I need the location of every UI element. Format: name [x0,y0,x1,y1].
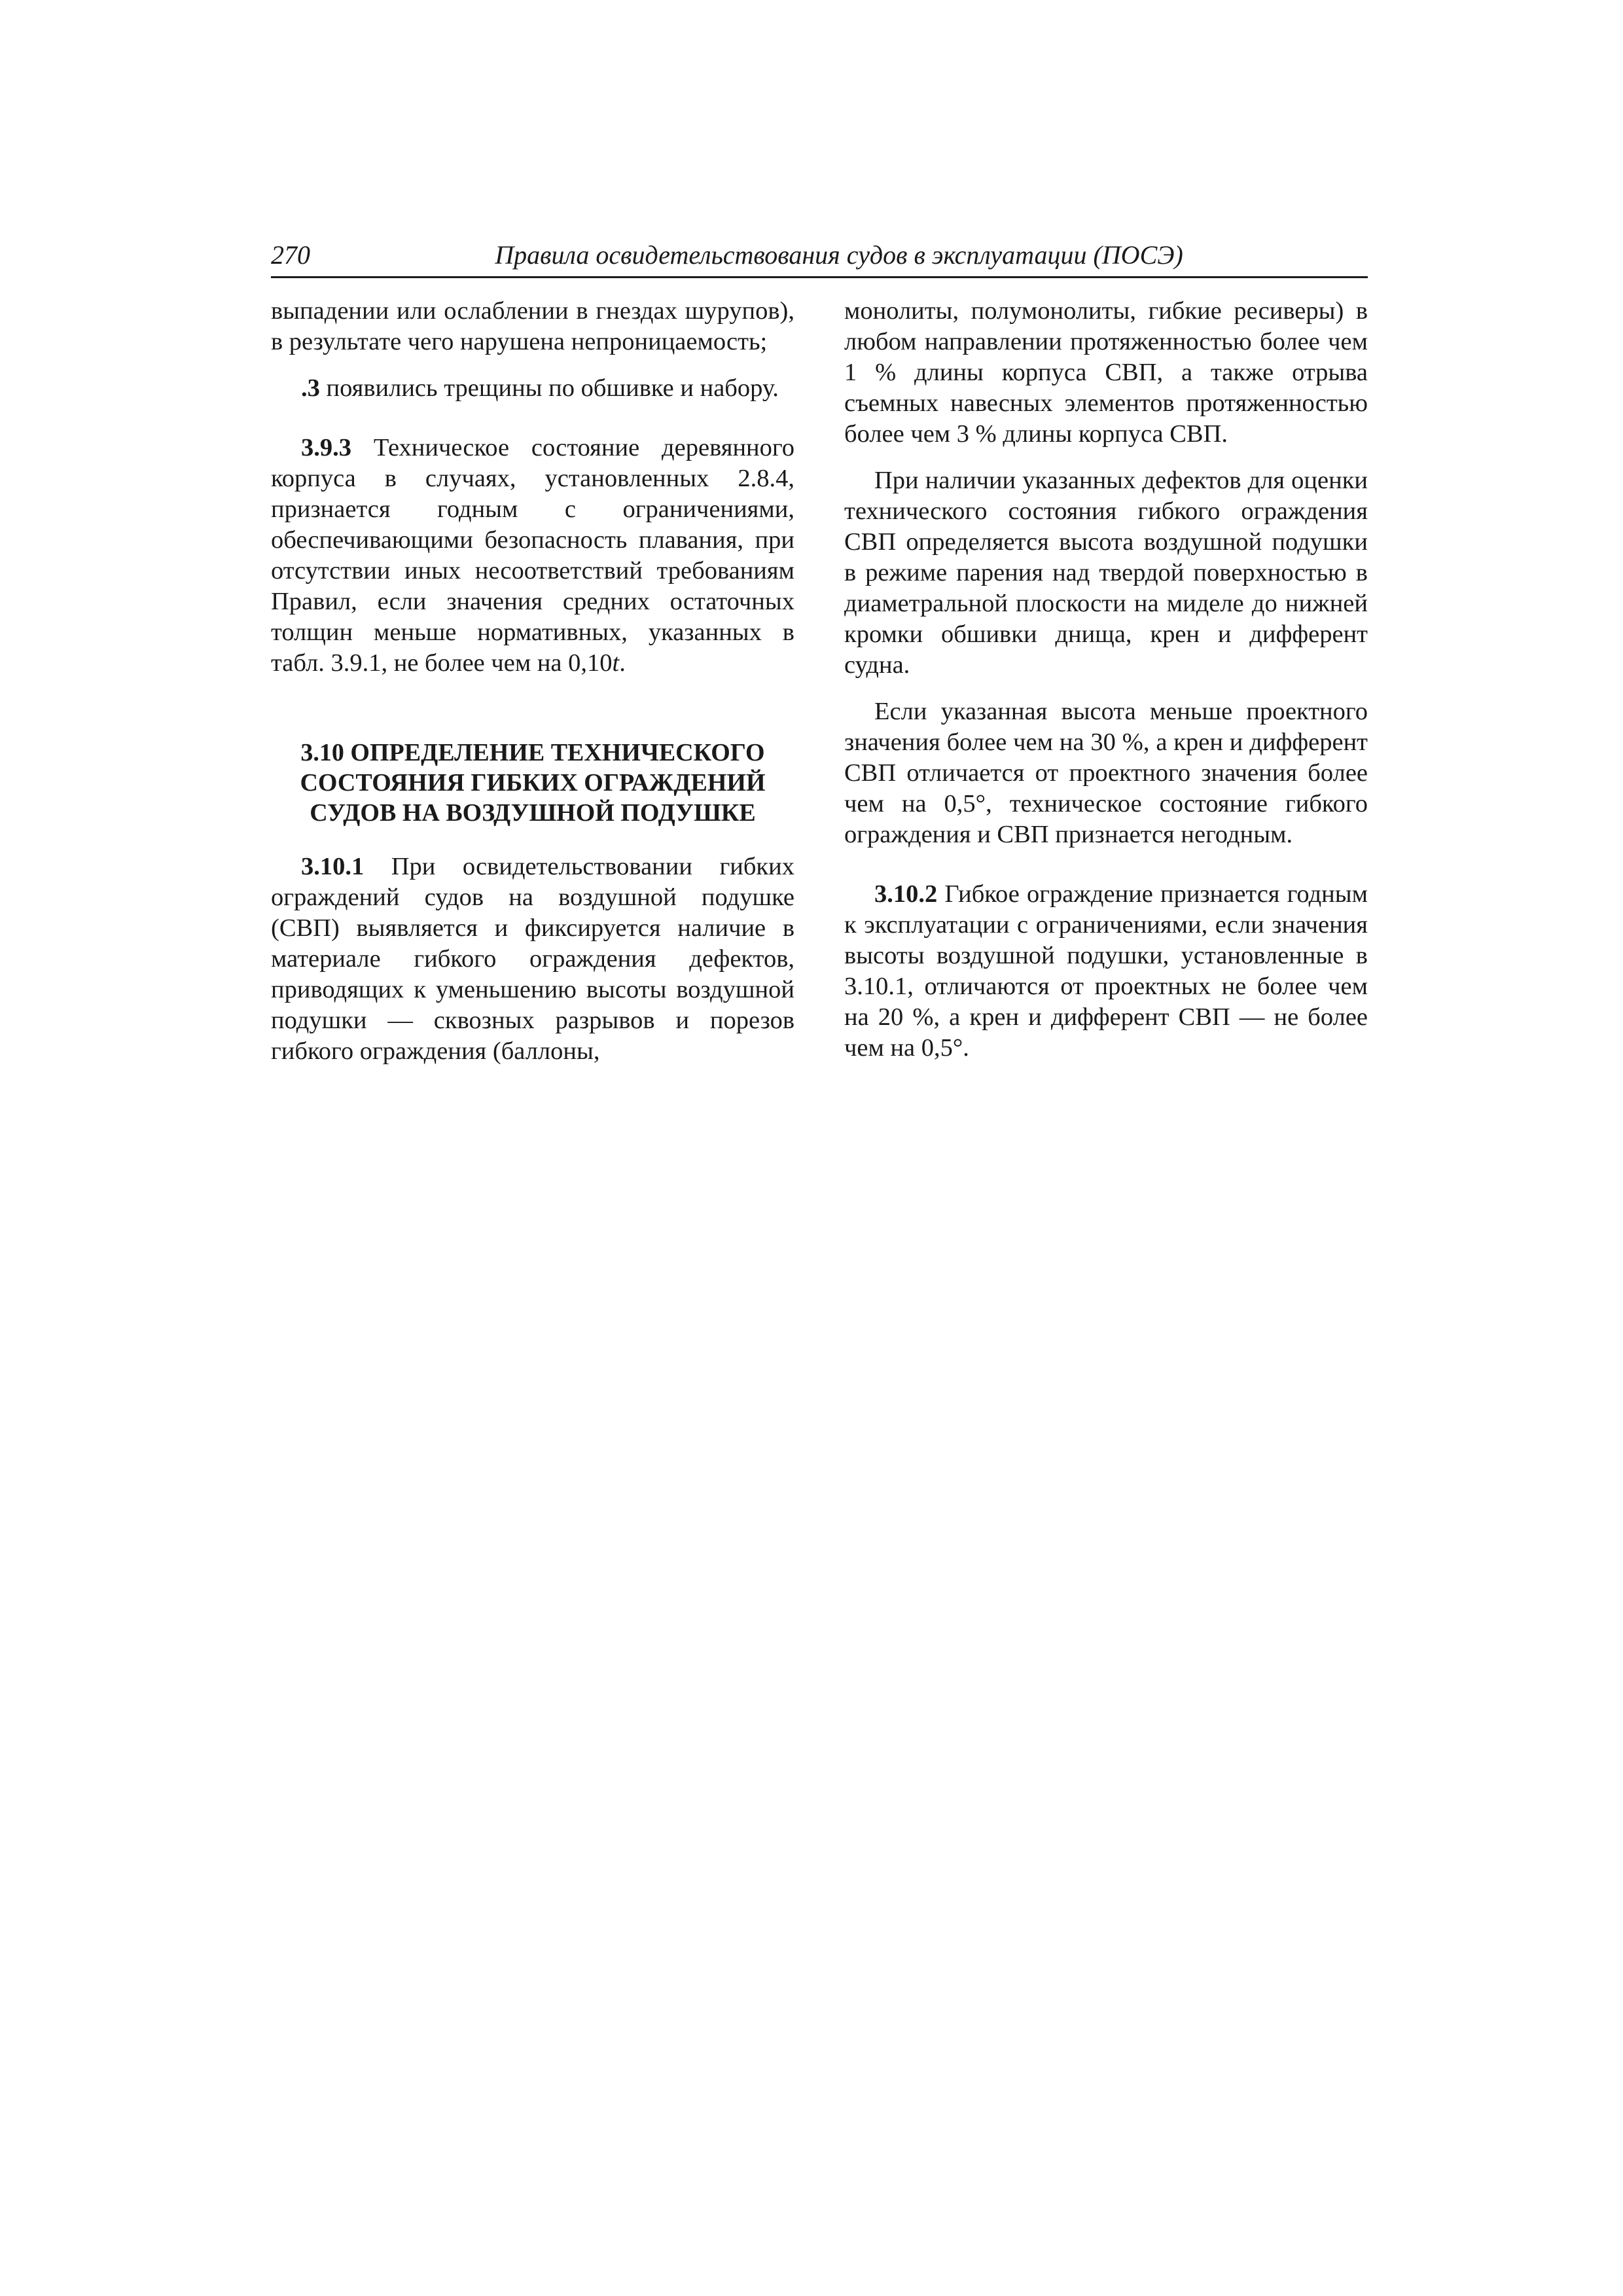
paragraph-text: Техническое состояние деревянного корпуса в случаях, установленных 2.8.4, признается годным с ограничениями, обеспечивающими безопасность плавания, при отсутствии иных несоответствий требованиям Правил, если значения средних остаточных толщин меньше нормативных, указанных в табл. 3.9.1, не более чем на 0,10 [271,434,794,677]
paragraph: монолиты, полумонолиты, гибкие ресиверы) в любом направлении протяженностью более чем 1 % длины корпуса СВП, а также отрыва съемных навесных элементов протяженностью более чем 3 % длины корпуса СВП. [844,297,1368,448]
clause-number: 3.10.1 [301,853,365,880]
paragraph: При наличии указанных дефектов для оценки технического состояния гибкого ограждения СВП определяется высота воздушной подушки в режиме парения над твердой поверхностью в диаметральной плоскости на миделе до нижней кромки обшивки днища, крен и дифферент судна. [844,467,1368,679]
section-heading [271,738,794,828]
paragraph-text: появились трещины по обшивке и набору. [319,374,779,402]
paragraph-end: . [619,649,626,677]
paragraph-text: При освидетельствовании гибких ограждений судов на воздушной подушке (СВП) выявляется и фиксируется наличие в материале гибкого ограждения дефектов, приводящих к уменьшению высоты воздушной подушки — сквозных разрывов и порезов гибкого ограждения (баллоны, [271,853,794,1065]
clause-number: 3.9.3 [301,434,351,461]
section-heading-line: СОСТОЯНИЯ ГИБКИХ ОГРАЖДЕНИЙ [300,769,766,797]
running-title: Правила освидетельствования судов в эксплуатации (ПОСЭ) [495,240,1183,270]
paragraph: Если указанная высота меньше проектного значения более чем на 30 %, а крен и дифферент СВП отличается от проектного значения более чем на 0,5°, техническое состояние гибкого ограждения и СВП признается негодным. [844,698,1368,848]
italic-symbol: t [612,649,620,677]
paragraph [271,433,794,679]
paragraph-text: Гибкое ограждение признается годным к эксплуатации с ограничениями, если значения высоты воздушной подушки, установленные в 3.10.1, отличаются от проектных не более чем на 20 %, а крен и дифферент СВП — не более чем на 0,5°. [844,880,1368,1062]
paragraph [844,879,1368,1064]
right-column [844,296,1368,1064]
page-number: 270 [271,240,310,270]
section-heading-line: СУДОВ НА ВОЗДУШНОЙ ПОДУШКЕ [310,799,756,827]
section-heading-line: 3.10 ОПРЕДЕЛЕНИЕ ТЕХНИЧЕСКОГО [300,739,765,766]
paragraph: выпадении или ослаблении в гнездах шурупов), в результате чего нарушена непроницаемость; [271,297,794,355]
left-column [271,296,794,1067]
page-header [271,236,1368,278]
item-number: .3 [301,374,320,402]
paragraph [271,373,794,404]
paragraph [271,852,794,1067]
clause-number: 3.10.2 [874,880,938,908]
